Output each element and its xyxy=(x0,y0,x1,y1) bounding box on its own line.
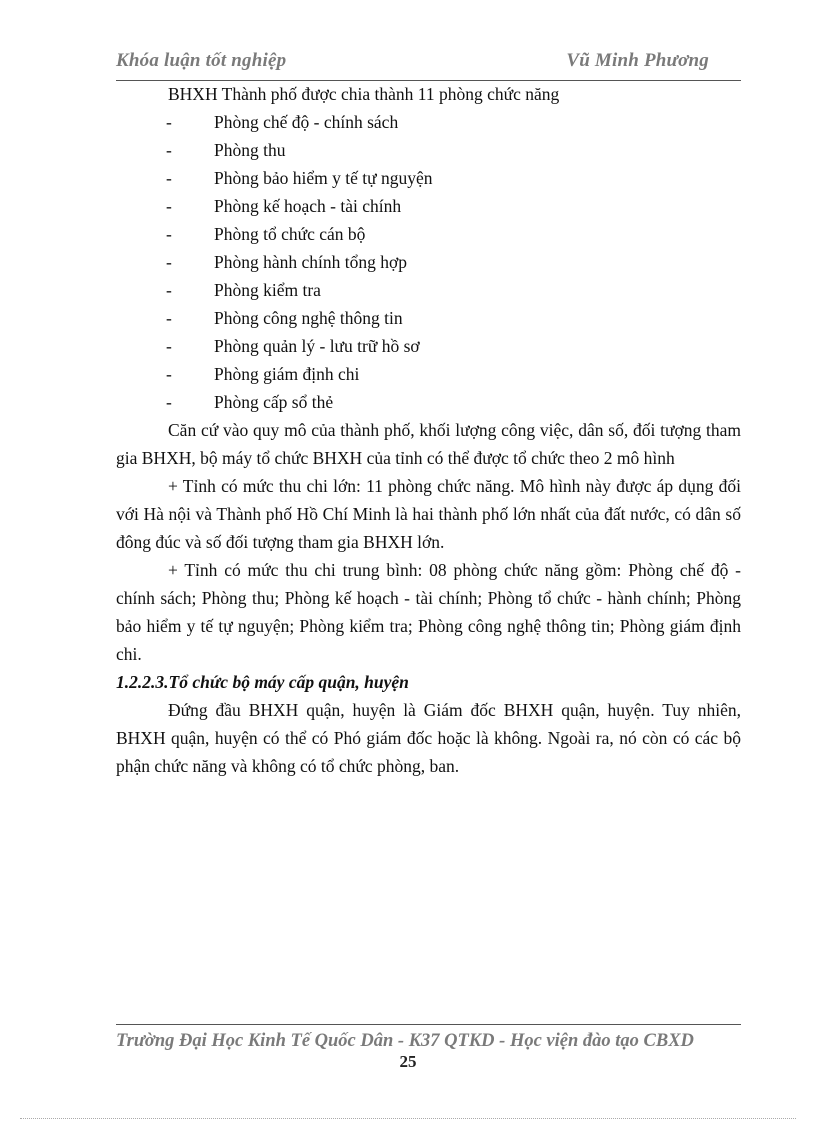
list-dash: - xyxy=(166,364,172,384)
list-dash: - xyxy=(166,336,172,356)
intro-line: BHXH Thành phố được chia thành 11 phòng chức năng xyxy=(168,84,560,104)
list-dash: - xyxy=(166,140,172,160)
list-dash: - xyxy=(166,224,172,244)
list-dash: - xyxy=(166,252,172,272)
list-item-text: Phòng chế độ - chính sách xyxy=(214,112,399,132)
list-dash: - xyxy=(166,392,172,412)
list-item xyxy=(116,248,741,276)
list-item xyxy=(116,192,741,220)
list-item xyxy=(116,360,741,388)
list-item-text: Phòng kiểm tra xyxy=(214,280,321,300)
list-item-text: Phòng công nghệ thông tin xyxy=(214,308,403,328)
section-heading: 1.2.2.3.Tổ chức bộ máy cấp quận, huyện xyxy=(116,672,409,692)
list-item-text: Phòng giám định chi xyxy=(214,364,360,384)
list-item xyxy=(116,388,741,416)
paragraph-large-province: + Tỉnh có mức thu chi lớn: 11 phòng chức năng. Mô hình này được áp dụng đối với Hà nội và Thành phố Hồ Chí Minh là hai thành phố lớn nhất của đất nước, có dân số đông đúc và số đối tượng tham gia BHXH lớn. xyxy=(116,476,741,552)
footer-institution: Trường Đại Học Kinh Tế Quốc Dân - K37 QTKD - Học viện đào tạo CBXD xyxy=(116,1031,694,1051)
header-author-name: Vũ Minh Phương xyxy=(566,50,709,71)
footer-divider xyxy=(116,1024,741,1025)
list-item xyxy=(116,220,741,248)
list-item-text: Phòng cấp sổ thẻ xyxy=(214,392,334,412)
header-thesis-title: Khóa luận tốt nghiệp xyxy=(116,50,287,71)
list-dash: - xyxy=(166,196,172,216)
page-number: 25 xyxy=(399,1052,417,1071)
list-item xyxy=(116,304,741,332)
list-dash: - xyxy=(166,308,172,328)
list-item xyxy=(116,276,741,304)
page-header xyxy=(116,50,741,81)
list-dash: - xyxy=(166,168,172,188)
list-item xyxy=(116,164,741,192)
list-item-text: Phòng kế hoạch - tài chính xyxy=(214,196,402,216)
list-item xyxy=(116,108,741,136)
page-bottom-dotted-border xyxy=(20,1118,796,1119)
list-dash: - xyxy=(166,112,172,132)
paragraph-organization-models: Căn cứ vào quy mô của thành phố, khối lượng công việc, dân số, đối tượng tham gia BHXH, bộ máy tổ chức BHXH của tỉnh có thể được tổ chức theo 2 mô hình xyxy=(116,420,741,468)
list-item-text: Phòng tổ chức cán bộ xyxy=(214,224,366,244)
list-dash: - xyxy=(166,280,172,300)
list-item-text: Phòng hành chính tổng hợp xyxy=(214,252,407,272)
paragraph-district-organization: Đứng đầu BHXH quận, huyện là Giám đốc BHXH quận, huyện. Tuy nhiên, BHXH quận, huyện có thể có Phó giám đốc hoặc là không. Ngoài ra, nó còn có các bộ phận chức năng và không có tổ chức phòng, ban. xyxy=(116,700,741,776)
page-body xyxy=(116,80,741,780)
list-item xyxy=(116,332,741,360)
list-item-text: Phòng quản lý - lưu trữ hồ sơ xyxy=(214,336,420,356)
department-list xyxy=(116,108,741,416)
list-item-text: Phòng bảo hiểm y tế tự nguyện xyxy=(214,168,433,188)
list-item-text: Phòng thu xyxy=(214,140,286,160)
list-item xyxy=(116,136,741,164)
paragraph-medium-province: + Tỉnh có mức thu chi trung bình: 08 phòng chức năng gồm: Phòng chế độ - chính sách; Phòng thu; Phòng kế hoạch - tài chính; Phòng tổ chức - hành chính; Phòng bảo hiểm y tế tự nguyện; Phòng kiểm tra; Phòng công nghệ thông tin; Phòng giám định chi. xyxy=(116,560,741,664)
